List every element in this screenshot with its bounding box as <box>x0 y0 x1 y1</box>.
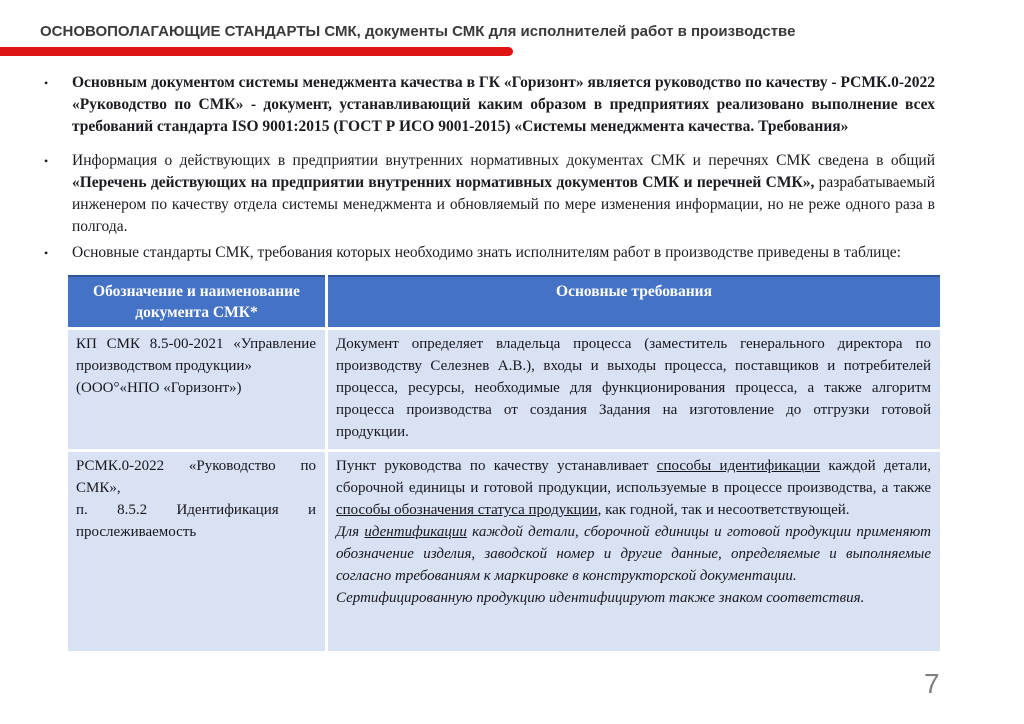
row1-requirements-cell: Документ определяет владельца процесса (заместитель генерального директора по производству Селезнев А.В.), входы и выходы процесса, поставщиков и потребителей процесса, ресурсы, необходимые для функционирования процесса, а также алгоритм процесса производства от создания Задания на изготовление до отгрузки готовой продукции. <box>328 330 940 449</box>
bullet-text-1: Основным документом системы менеджмента качества в ГК «Горизонт» является руководство по качеству - РСМК.0-2022 «Руководство по СМК» - документ, устанавливающий каким образом в предприятиях реализовано выполнение всех требований стандарта ISO 9001:2015 (ГОСТ Р ИСО 9001-2015) «Системы менеджмента качества. Требования» <box>72 74 935 135</box>
bullet-2-bold-segment: «Перечень действующих на предприятии внутренних нормативных документов СМК и перечней СМК», <box>72 174 815 191</box>
row2-p2-text: каждой детали, сборочной единицы и готовой продукции применяют обозначение изделия, заводской номер и другие данные, определяемые и выполняемые согласно требованиям к маркировке в конструкторской документации. <box>336 524 931 584</box>
row2-paragraph-2-italic <box>336 521 931 587</box>
row1-document-org: (ООО°«НПО «Горизонт») <box>76 380 242 396</box>
bullet-text-2 <box>72 150 935 238</box>
smk-standards-table <box>65 272 943 654</box>
table-header-document: Обозначение и наименование документа СМК* <box>68 275 325 327</box>
row2-p2-underlined: идентификации <box>364 524 467 540</box>
page-number: 7 <box>924 668 940 699</box>
row2-paragraph-1 <box>336 455 931 521</box>
row2-document-name: РСМК.0-2022 «Руководство по СМК», <box>76 458 316 496</box>
bullet-icon: • <box>44 246 49 260</box>
bullet-item-2 <box>40 150 935 238</box>
bullet-icon: • <box>44 76 49 90</box>
row2-requirements-cell <box>328 452 940 651</box>
bullet-2-regular-post: разрабатываемый инженером по качеству отдела системы менеджмента и обновляемый по мере изменения информации, но не реже одного раза в полгода. <box>72 174 935 235</box>
slide-body <box>40 72 935 654</box>
row2-p1-text: Пункт руководства по качеству устанавливает <box>336 458 657 474</box>
table-row <box>68 452 940 651</box>
bullet-text-3: Основные стандарты СМК, требования которых необходимо знать исполнителям работ в производстве приведены в таблице: <box>72 244 901 261</box>
row2-paragraph-3-italic: Сертифицированную продукцию идентифицируют также знаком соответствия. <box>336 590 865 606</box>
row1-document-name: КП СМК 8.5-00-2021 «Управление производством продукции» <box>76 336 316 374</box>
row2-p1-text: , как годной, так и несоответствующей. <box>597 502 850 518</box>
row2-p1-underlined-2: способы обозначения статуса продукции <box>336 502 598 518</box>
row2-document-cell <box>68 452 325 651</box>
row2-p1-text: каждой детали, сборочной единицы и готовой продукции, используемые в процессе производства, а также <box>336 458 932 496</box>
page-title: ОСНОВОПОЛАГАЮЩИЕ СТАНДАРТЫ СМК, документы СМК для исполнителей работ в производстве <box>40 23 796 40</box>
bullet-item-3 <box>40 242 935 264</box>
bullet-icon: • <box>44 154 49 168</box>
bullet-2-regular-pre: Информация о действующих в предприятии внутренних нормативных документах СМК и перечнях СМК сведена в общий <box>72 152 935 169</box>
row2-p1-underlined-1: способы идентификации <box>656 458 821 474</box>
table-row <box>68 330 940 449</box>
row2-p2-text: Для <box>336 524 365 540</box>
table-header-requirements: Основные требования <box>328 275 940 327</box>
title-underline-bar <box>0 47 513 56</box>
row2-document-clause: п. 8.5.2 Идентификация и прослеживаемость <box>76 502 316 540</box>
row1-document-cell <box>68 330 325 449</box>
bullet-item-1 <box>40 72 935 138</box>
table-header-row <box>68 275 940 327</box>
